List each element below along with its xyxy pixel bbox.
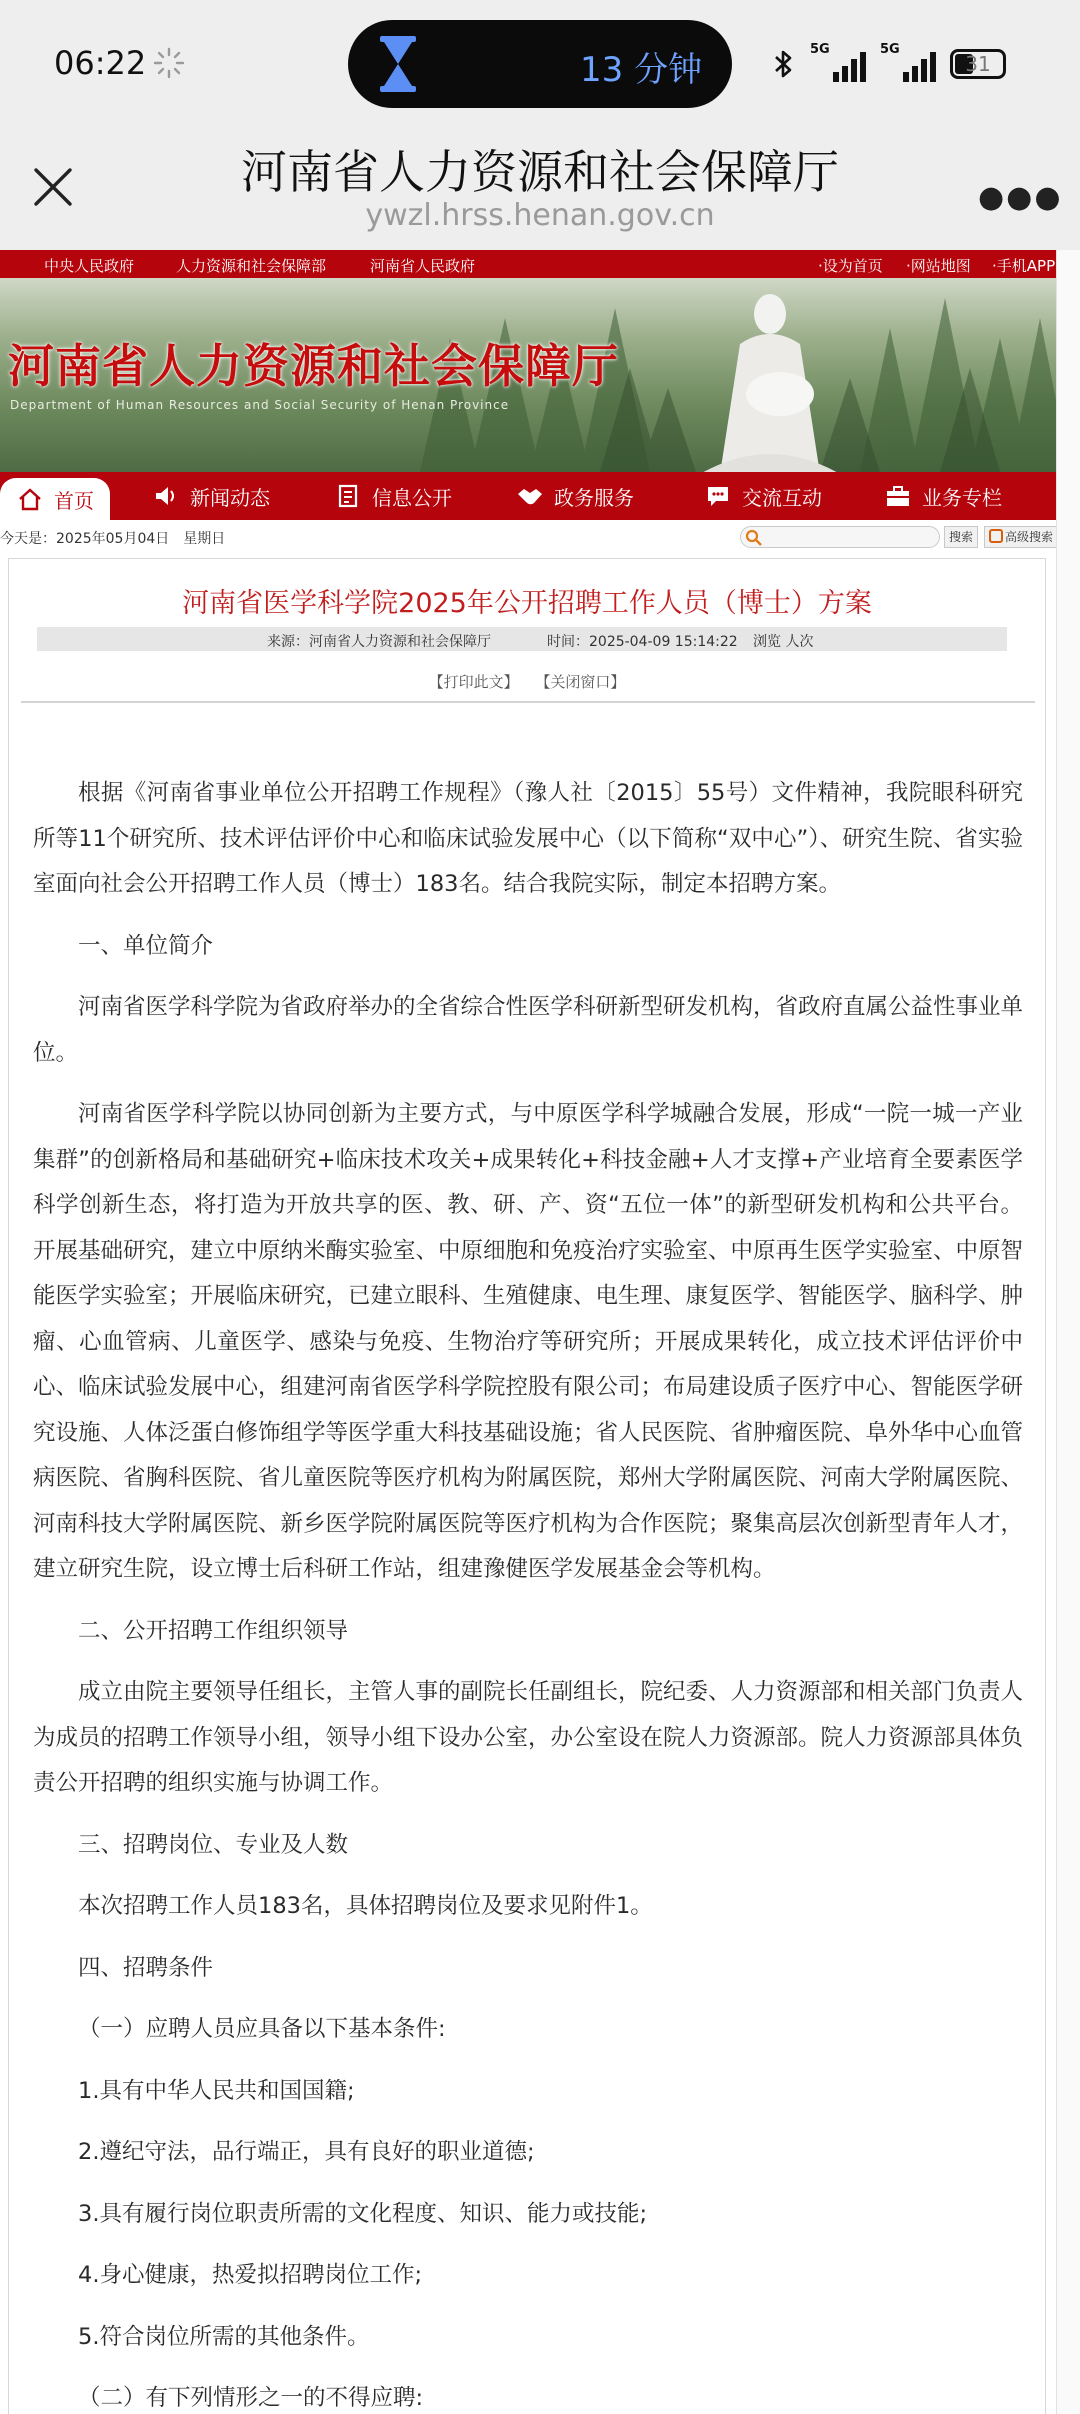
link-site-map[interactable]: ·网站地图 [906,257,971,275]
print-link[interactable]: 【打印此文】 [428,673,519,691]
advanced-search-icon [989,529,1003,543]
paragraph: （二）有下列情形之一的不得应聘: [78,2385,424,2411]
list-item: 4.身心健康，热爱拟招聘岗位工作; [78,2262,423,2288]
advanced-search-button[interactable]: 高级搜索 [984,526,1080,548]
nav-business-column[interactable]: 业务专栏 [884,472,1002,520]
article-source: 来源：河南省人力资源和社会保障厅 [267,634,491,650]
top-link-strip [0,250,1056,278]
cell-signal-icon-2: 5G [880,46,936,82]
paragraph: 根据《河南省事业单位公开招聘工作规程》（豫人社〔2015〕55号）文件精神，我院眼科研究所等11个研究所、技术评估评价中心和临床试验发展中心（以下简称“双中心”）、研究生院、省实验室面向社会公开招聘工作人员（博士）183名。结合我院实际，制定本招聘方案。 [33,780,1023,897]
banner-subtitle: Department of Human Resources and Social Security of Henan Province [10,398,510,412]
article-tools [9,671,1045,692]
page-url: ywzl.hrss.henan.gov.cn [365,198,715,233]
page-scroll-edge [1056,250,1080,2414]
hourglass-icon [378,36,418,92]
section-heading: 一、单位简介 [78,932,214,959]
search-button[interactable]: 搜索 [944,526,978,548]
loading-icon [152,46,186,80]
nav-info-disclosure[interactable]: 信息公开 [334,472,452,520]
timer-text: 13 分钟 [580,50,703,90]
timer-pill[interactable] [348,20,732,108]
close-window-link[interactable]: 【关闭窗口】 [535,673,626,691]
bluetooth-icon [772,48,796,80]
section-heading: 四、招聘条件 [78,1954,214,1981]
status-bar [0,0,1080,130]
article-views: 浏览 人次 [753,634,814,650]
system-icons [772,44,1006,84]
date-search-bar [0,520,1056,554]
website-header [0,250,1056,554]
banner-title: 河南省人力资源和社会保障厅 [8,339,619,393]
nav-news[interactable]: 新闻动态 [152,472,270,520]
article-time: 时间：2025-04-09 15:14:22 [547,634,738,650]
paragraph: 本次招聘工作人员183名，具体招聘岗位及要求见附件1。 [78,1893,653,1919]
search-icon [745,529,763,547]
paragraph: 成立由院主要领导任组长，主管人事的副院长任副组长，院纪委、人力资源部和相关部门负责人为成员的招聘工作领导小组，领导小组下设办公室，办公室设在院人力资源部。院人力资源部具体负责公开招聘的组织实施与协调工作。 [33,1679,1024,1796]
link-central-government[interactable]: 中央人民政府 [44,257,135,275]
paragraph: （一）应聘人员应具备以下基本条件: [78,2016,446,2042]
search-input[interactable] [740,526,940,548]
link-set-homepage[interactable]: ·设为首页 [818,257,883,275]
clock: 06:22 [54,44,147,82]
today-date: 今天是：2025年05月04日 星期日 [0,531,226,547]
statue-image [680,284,860,472]
nav-gov-services[interactable]: 政务服务 [516,472,634,520]
list-item: 1.具有中华人民共和国国籍; [78,2077,355,2104]
speaker-icon [152,482,180,510]
link-mobile-app[interactable]: ·手机APP [992,257,1056,275]
paragraph: 河南省医学科学院为省政府举办的全省综合性医学科研新型研发机构，省政府直属公益性事业单位。 [33,994,1024,1066]
section-heading: 三、招聘岗位、专业及人数 [78,1831,349,1858]
battery-icon [950,49,1006,79]
briefcase-icon [884,482,912,510]
section-heading: 二、公开招聘工作组织领导 [78,1617,349,1644]
nav-home[interactable]: 首页 [0,478,110,520]
site-banner [0,278,1056,472]
link-mohrss[interactable]: 人力资源和社会保障部 [176,257,327,275]
browser-title-bar [0,130,1080,250]
paragraph: 河南省医学科学院以协同创新为主要方式，与中原医学科学城融合发展，形成“一院一城一产业集群”的创新格局和基础研究+临床技术攻关+成果转化+科技金融+人才支撑+产业培育全要素医学科学创新生态，将打造为开放共享的医、教、研、产、资“五位一体”的新型研发机构和公共平台。开展基础研究，建立中原纳米酶实验室、中原细胞和免疫治疗实验室、中原再生医学实验室、中原智能医学实验室；开展临床研究，已建立眼科、生殖健康、电生理、康复医学、智能医学、脑科学、肿瘤、心血管病、儿童医学、感染与免疫、生物治疗等研究所；开展成果转化，成立技术评估评价中心、临床试验发展中心，组建河南省医学科学院控股有限公司；布局建设质子医疗中心、智能医学研究设施、人体泛蛋白修饰组学等医学重大科技基础设施；省人民医院、省肿瘤医院、阜外华中心血管病医院、省胸科医院、省儿童医院等医疗机构为附属医院，郑州大学附属医院、河南大学附属医院、河南科技大学附属医院、新乡医学院附属医院等医疗机构为合作医院；聚集高层次创新型青年人才，建立研究生院，设立博士后科研工作站，组建豫健医学发展基金会等机构。 [33,1101,1024,1582]
home-icon [16,485,44,513]
document-icon [334,482,362,510]
page-title: 河南省人力资源和社会保障厅 [241,145,839,199]
handshake-icon [516,482,544,510]
list-item: 3.具有履行岗位职责所需的文化程度、知识、能力或技能; [78,2200,648,2227]
divider [21,701,1035,703]
article-body [33,771,1023,2414]
article-meta [37,627,1007,651]
link-henan-government[interactable]: 河南省人民政府 [370,257,476,275]
nav-interaction[interactable]: 交流互动 [704,472,822,520]
main-nav [0,472,1056,520]
cell-signal-icon: 5G [810,46,866,82]
article-title: 河南省医学科学院2025年公开招聘工作人员（博士）方案 [182,588,872,619]
more-menu-button[interactable]: ●●● [978,180,1063,215]
list-item: 5.符合岗位所需的其他条件。 [78,2323,370,2350]
list-item: 2.遵纪守法，品行端正，具有良好的职业道德; [78,2139,535,2165]
battery-level: 31 [965,52,991,76]
article-panel [8,558,1046,2414]
chat-icon [704,482,732,510]
